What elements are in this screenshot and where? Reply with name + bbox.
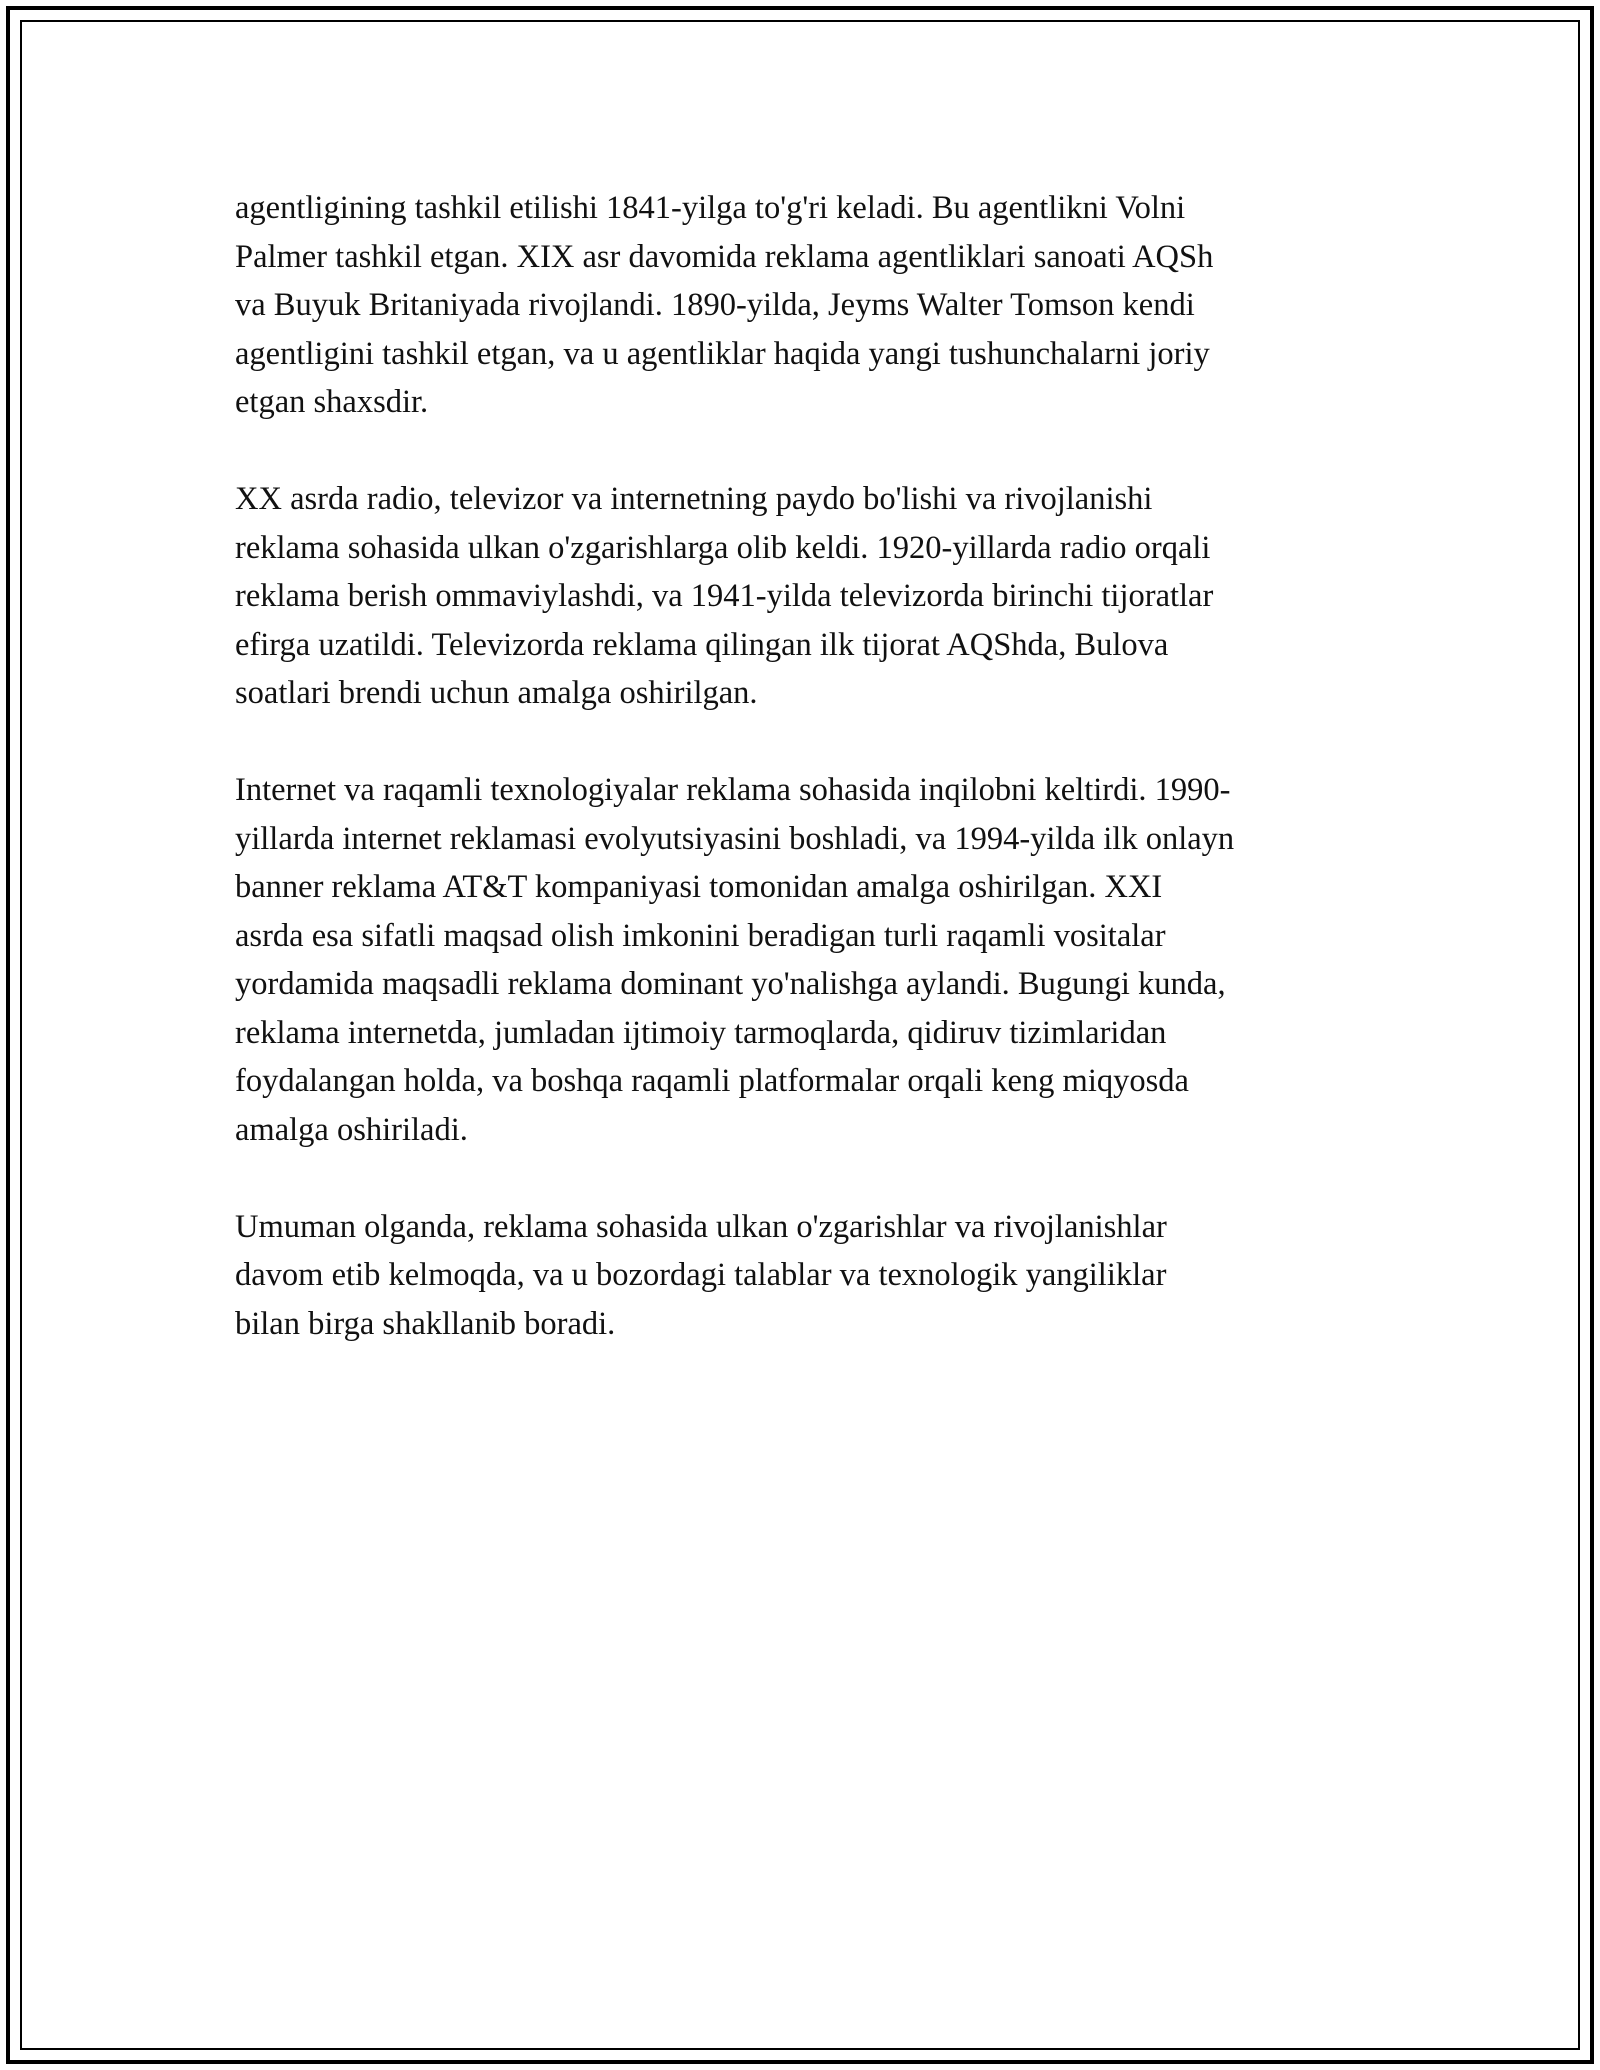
- text-line: agentligining tashkil etilishi 1841-yilga to'g'ri keladi. Bu agentlikni Volni: [235, 190, 1186, 226]
- text-line: Umuman olganda, reklama sohasida ulkan o'zgarishlar va rivojlanishlar: [235, 1208, 1167, 1245]
- text-line: reklama berish ommaviylashdi, va 1941-yilda televizorda birinchi tijoratlar: [235, 578, 1214, 614]
- paragraph-advertising-agencies-history: [235, 184, 1375, 427]
- paragraph-conclusion: [235, 1203, 1375, 1349]
- text-line: reklama sohasida ulkan o'zgarishlarga olib keldi. 1920-yillarda radio orqali: [235, 529, 1211, 566]
- text-line: efirga uzatildi. Televizorda reklama qilingan ilk tijorat AQShda, Bulova: [235, 626, 1169, 663]
- text-line: etgan shaxsdir.: [235, 384, 429, 420]
- text-line: yillarda internet reklamasi evolyutsiyasini boshladi, va 1994-yilda ilk onlayn: [235, 820, 1235, 857]
- text-line: asrda esa sifatli maqsad olish imkonini beradigan turli raqamli vositalar: [235, 917, 1166, 954]
- text-line: davom etib kelmoqda, va u bozordagi talablar va texnologik yangiliklar: [235, 1257, 1167, 1293]
- text-line: XX asrda radio, televizor va internetning paydo bo'lishi va rivojlanishi: [235, 481, 1153, 517]
- paragraph-radio-television: [235, 475, 1375, 718]
- text-line: yordamida maqsadli reklama dominant yo'nalishga aylandi. Bugungi kunda,: [235, 966, 1226, 1002]
- text-line: agentligini tashkil etgan, va u agentliklar haqida yangi tushunchalarni joriy: [235, 335, 1210, 372]
- text-line: reklama internetda, jumladan ijtimoiy tarmoqlarda, qidiruv tizimlaridan: [235, 1014, 1167, 1051]
- text-line: bilan birga shakllanib boradi.: [235, 1305, 616, 1342]
- text-line: soatlari brendi uchun amalga oshirilgan.: [235, 675, 758, 711]
- text-line: foydalangan holda, va boshqa raqamli platformalar orqali keng miqyosda: [235, 1063, 1189, 1099]
- paragraph-internet-digital: [235, 766, 1375, 1154]
- text-line: Internet va raqamli texnologiyalar reklama sohasida inqilobni keltirdi. 1990-: [235, 772, 1231, 808]
- text-line: Palmer tashkil etgan. XIX asr davomida reklama agentliklari sanoati AQSh: [235, 238, 1214, 275]
- text-line: va Buyuk Britaniyada rivojlandi. 1890-yilda, Jeyms Walter Tomson kendi: [235, 287, 1195, 323]
- text-line: banner reklama AT&T kompaniyasi tomonidan amalga oshirilgan. XXI: [235, 869, 1163, 905]
- document-body: [235, 184, 1375, 1397]
- text-line: amalga oshiriladi.: [235, 1111, 468, 1148]
